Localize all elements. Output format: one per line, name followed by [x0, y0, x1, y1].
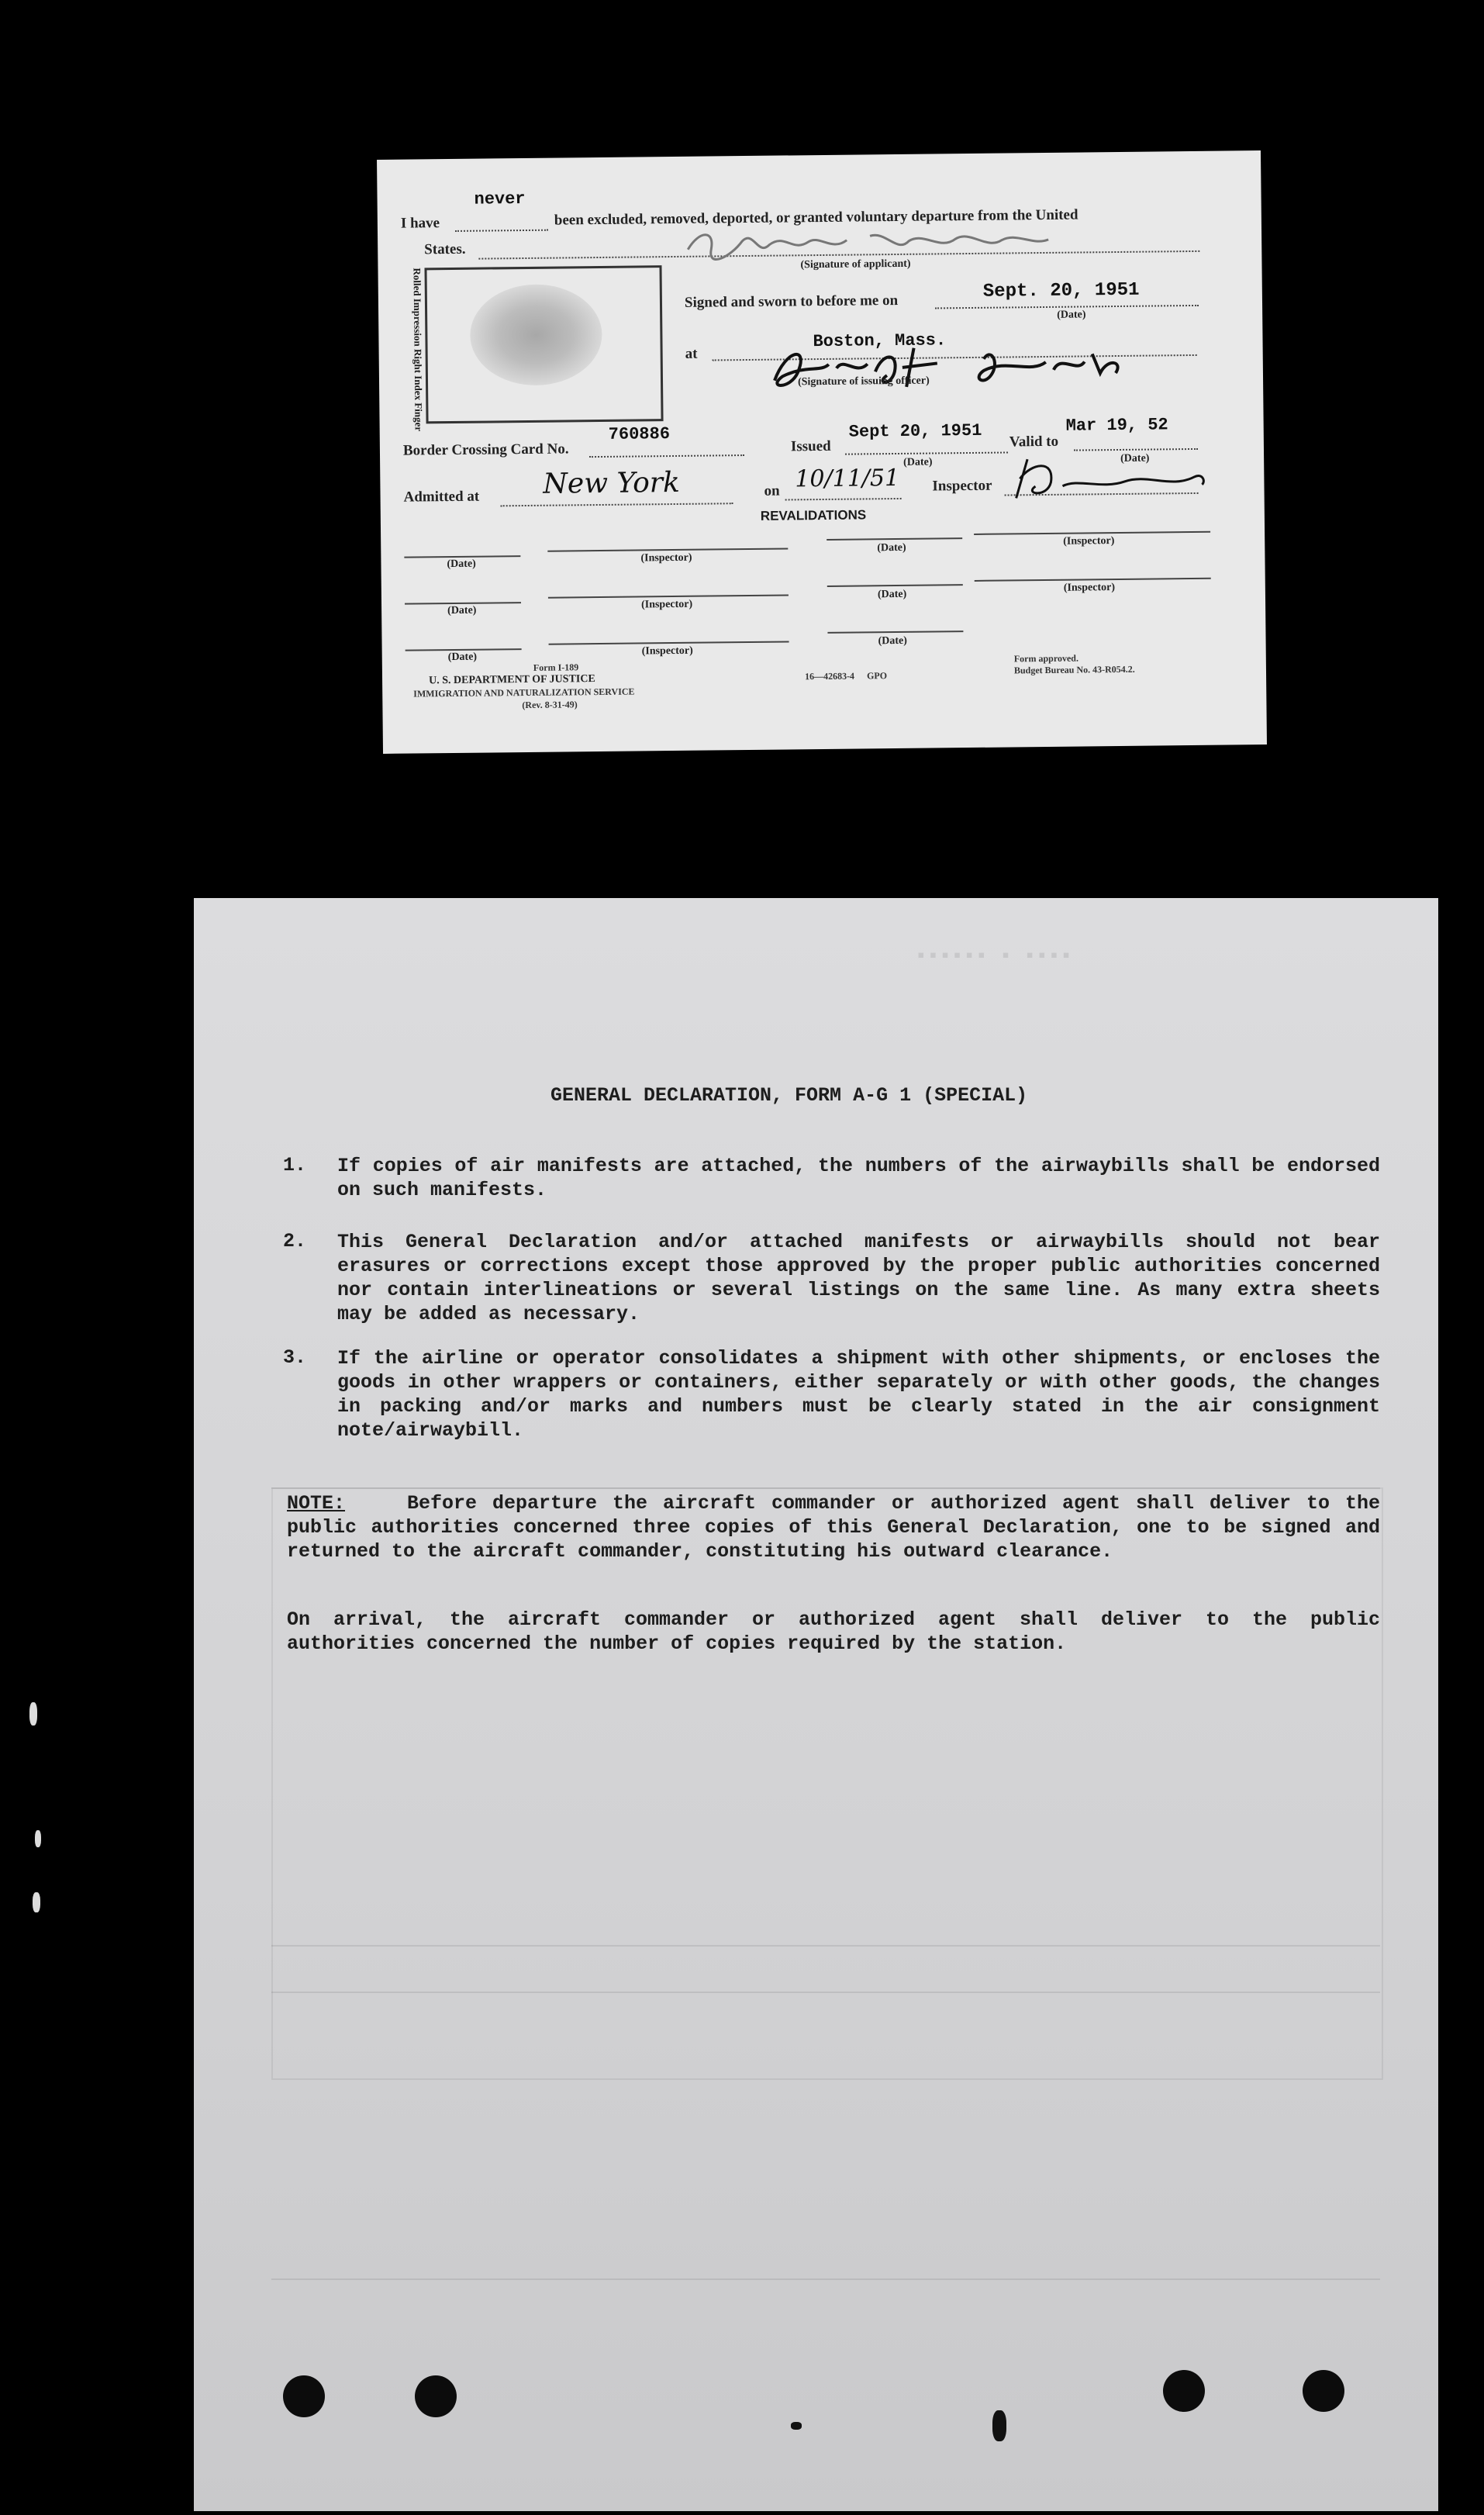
reval-inspector-caption-4: (Inspector) — [1063, 582, 1116, 594]
issued-date: Sept 20, 1951 — [848, 420, 982, 442]
punch-hole-3 — [1163, 2370, 1205, 2412]
never-line — [455, 230, 548, 232]
punch-hole-4 — [1303, 2370, 1344, 2412]
issued-date-caption: (Date) — [903, 456, 933, 468]
reval-date-line-6 — [827, 630, 963, 634]
reval-date-caption-1: (Date) — [447, 558, 476, 571]
declaration-title: GENERAL DECLARATION, FORM A-G 1 (SPECIAL) — [550, 1084, 1028, 1107]
sworn-label: Signed and sworn to before me on — [684, 292, 899, 311]
reval-date-caption-4: (Date) — [877, 588, 907, 601]
item-text-2: This General Declaration and/or attached manifests or airwaybills should not bear erasures or corrections except those approved by the proper public authorities concerned nor contain interlineations or several listings on the same line. As many extra sheets may be added as necessary. — [337, 1231, 1380, 1325]
reval-date-caption-2: (Date) — [877, 541, 906, 554]
declaration-text: been excluded, removed, deported, or granted voluntary departure from the United — [554, 206, 1078, 229]
ink-speck-2 — [992, 2410, 1006, 2441]
reval-inspector-line-5 — [549, 641, 789, 644]
valid-date-line — [1074, 448, 1198, 451]
applicant-signature-caption: (Signature of applicant) — [800, 257, 911, 271]
fingerprint-box — [424, 265, 663, 423]
revalidations-heading: REVALIDATIONS — [760, 507, 867, 523]
reval-date-caption-3: (Date) — [447, 604, 477, 617]
item-text-1: If copies of air manifests are attached, the numbers of the airwaybills shall be endorsed on such manifests. — [337, 1155, 1380, 1201]
officer-signature-caption: (Signature of issuing officer) — [797, 375, 930, 389]
on-label: on — [764, 482, 780, 499]
film-edge-mark-3 — [33, 1892, 40, 1912]
reval-inspector-caption-1: (Inspector) — [640, 551, 692, 565]
fingerprint-label: Rolled Impression Right Index Finger — [411, 268, 425, 432]
bleed-through-rule-4 — [271, 2278, 1380, 2280]
sworn-date-line — [935, 305, 1199, 309]
sworn-date: Sept. 20, 1951 — [982, 279, 1140, 302]
ink-speck-1 — [791, 2422, 802, 2430]
reval-inspector-caption-3: (Inspector) — [640, 598, 693, 611]
i-have-label: I have — [400, 215, 440, 232]
print-code: 16—42683-4 — [804, 670, 855, 682]
reval-date-line-4 — [827, 584, 963, 587]
film-edge-mark-1 — [29, 1702, 37, 1726]
note-label: NOTE: — [287, 1492, 346, 1515]
item-number-2: 2. — [283, 1230, 307, 1252]
at-label: at — [685, 345, 698, 362]
item-text-3: If the airline or operator consolidates a shipment with other shipments, or encloses the goods in other wrappers or containers, either separately or with other goods, the changes in packing and/or marks and numbers must be clearly stated in the air consignment note/airwaybill. — [337, 1347, 1380, 1442]
bcc-label: Border Crossing Card No. — [402, 440, 569, 459]
department-name: U. S. DEPARTMENT OF JUSTICE — [428, 673, 595, 687]
inspector-stamp — [1008, 454, 1210, 506]
item-number-1: 1. — [283, 1154, 307, 1176]
punch-hole-1 — [283, 2375, 325, 2417]
bleed-through-text: ▪▪▪▪▪▪ ▪ ▪▪▪▪ — [915, 945, 1072, 968]
reval-inspector-caption-2: (Inspector) — [1063, 535, 1115, 548]
issued-label: Issued — [790, 437, 831, 455]
bcc-number-line — [589, 454, 744, 458]
punch-hole-2 — [415, 2375, 457, 2417]
admitted-label: Admitted at — [403, 488, 480, 506]
admitted-date-line — [785, 498, 902, 501]
approval-line-2: Budget Bureau No. 43-R054.2. — [1013, 663, 1135, 676]
place: Boston, Mass. — [813, 330, 947, 352]
states-label: States. — [424, 240, 466, 258]
admitted-place-line — [501, 503, 733, 506]
form-number: Form I-189 — [533, 662, 579, 673]
service-name: IMMIGRATION AND NATURALIZATION SERVICE — [413, 686, 635, 700]
bleed-through-frame — [271, 1487, 1383, 2080]
film-edge-mark-2 — [35, 1830, 41, 1847]
valid-date-caption: (Date) — [1120, 452, 1150, 465]
reval-date-line-2 — [827, 537, 962, 541]
gpo-mark: GPO — [866, 670, 888, 682]
bcc-number: 760886 — [608, 424, 671, 444]
inspector-label: Inspector — [932, 477, 992, 495]
officer-signature — [751, 337, 1186, 399]
arrival-paragraph: On arrival, the aircraft commander or authorized agent shall deliver to the public authorities concerned the number of copies required by the station. — [287, 1608, 1380, 1655]
sworn-date-caption: (Date) — [1057, 309, 1086, 321]
note-paragraph — [287, 1491, 1380, 1563]
reval-inspector-line-1 — [547, 548, 788, 551]
reval-inspector-line-3 — [548, 594, 789, 598]
note-text: Before departure the aircraft commander or authorized agent shall deliver to the public authorities concerned three copies of this General Declaration, one to be signed and returned to the aircraft commander, constituting his outward clearance. — [287, 1492, 1380, 1563]
admitted-date: 10/11/51 — [795, 464, 900, 493]
fingerprint-impression — [470, 284, 602, 386]
inspector-stamp-mark — [1008, 454, 1210, 503]
approval-line-1: Form approved. — [1013, 652, 1078, 665]
reval-inspector-caption-5: (Inspector) — [641, 644, 693, 658]
reval-date-caption-6: (Date) — [878, 634, 907, 648]
admitted-place: New York — [543, 466, 681, 500]
general-declaration-sheet — [194, 898, 1438, 2511]
reval-inspector-line-2 — [974, 531, 1210, 535]
valid-date: Mar 19, 52 — [1065, 415, 1168, 436]
form-revision: (Rev. 8-31-49) — [522, 699, 578, 711]
issued-date-line — [845, 451, 1008, 454]
border-crossing-card — [377, 150, 1267, 754]
reval-date-caption-5: (Date) — [447, 651, 478, 664]
reval-inspector-line-4 — [975, 578, 1211, 582]
item-number-3: 3. — [283, 1346, 307, 1369]
never-typed: never — [474, 188, 526, 209]
valid-label: Valid to — [1009, 433, 1059, 451]
